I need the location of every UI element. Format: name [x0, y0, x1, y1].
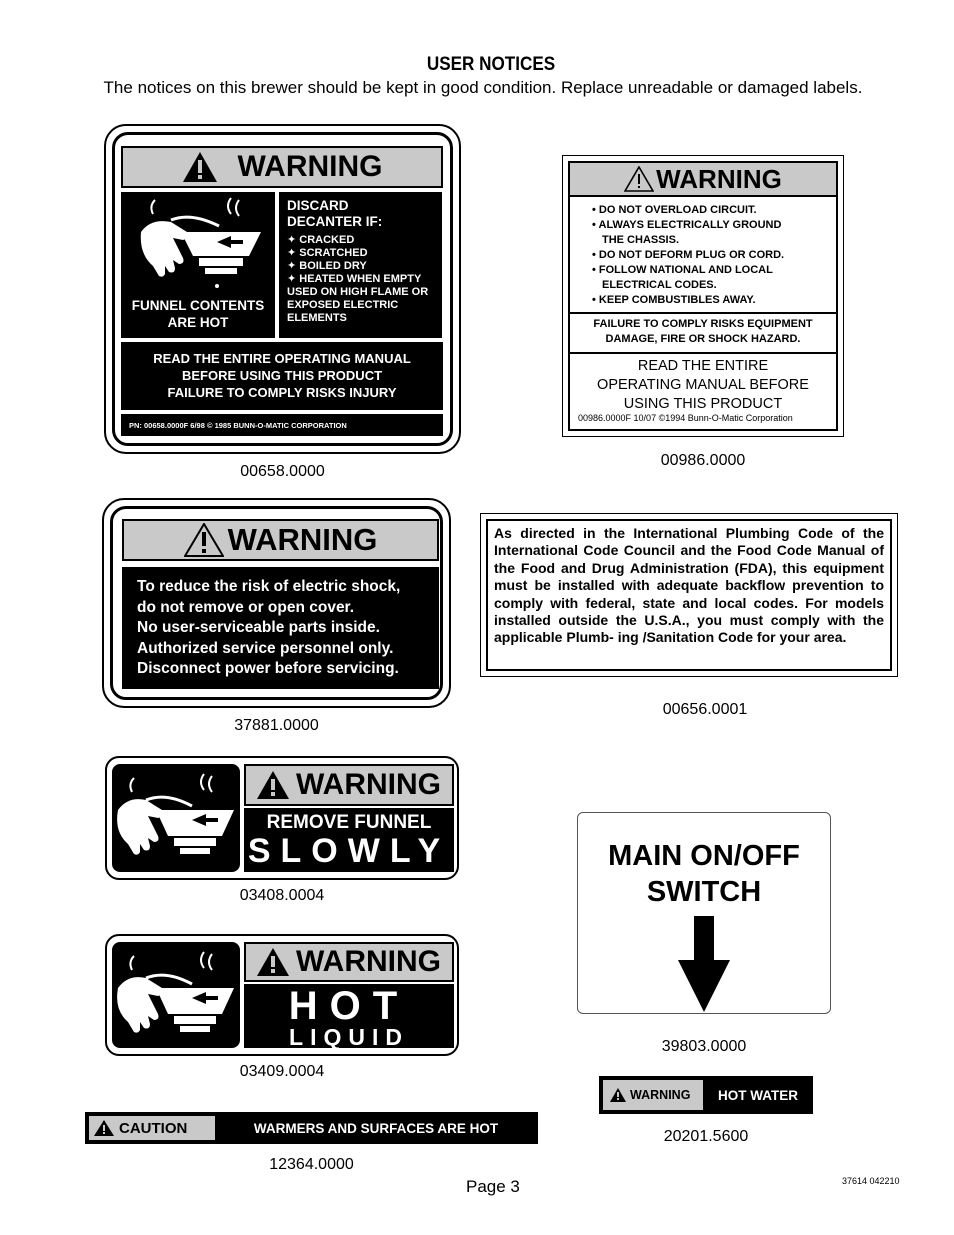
label-00658-pn-line: PN: 00658.0000F 6/98 © 1985 BUNN-O-MATIC CORPORATION — [121, 414, 443, 436]
list-item: • DO NOT OVERLOAD CIRCUIT. — [592, 204, 757, 216]
list-item: • FOLLOW NATIONAL AND LOCAL — [592, 264, 773, 276]
arrow-down-icon — [678, 916, 730, 1014]
label-12364-heading: CAUTION — [119, 1119, 188, 1137]
label-03409-heading: WARNING — [296, 945, 441, 978]
label-00658-heading-bar — [121, 146, 443, 188]
label-12364-caution-box — [89, 1116, 215, 1140]
label-03408-funnel-panel — [112, 764, 240, 872]
label-03409-funnel-panel — [112, 942, 240, 1048]
list-item: THE CHASSIS. — [602, 234, 680, 246]
warning-triangle-icon — [184, 523, 224, 557]
page-title: USER NOTICES — [426, 54, 556, 75]
label-37881-heading-bar — [122, 519, 439, 561]
label-39803-text: MAIN ON/OFF SWITCH — [608, 840, 800, 908]
label-03409-text-panel: HOT LIQUID — [244, 984, 454, 1048]
hot-funnel-hand-icon — [112, 764, 240, 872]
label-00658-funnel-panel — [121, 192, 275, 338]
label-00986-heading-bar — [570, 163, 836, 197]
label-00656-text: As directed in the International Plumbing Code of the International Code Council and the Food Code Manual of the Food and Drug Administration (FDA), this equipment must be installed with adequate backflow prevention to comply with federal, state and local codes. For models installed outside the U.S.A., you must comply with the applicable Plumb- ing /Sanitation Code for your area. — [494, 525, 884, 646]
part-number-00658: 00658.0000 — [240, 463, 325, 480]
list-item: ELECTRICAL CODES. — [602, 279, 717, 291]
label-00986-failure: FAILURE TO COMPLY RISKS EQUIPMENT DAMAGE, FIRE OR SHOCK HAZARD. — [593, 318, 813, 345]
part-number-03408: 03408.0004 — [239, 887, 325, 904]
label-00986-read: READ THE ENTIRE OPERATING MANUAL BEFORE USING THIS PRODUCT — [597, 358, 809, 412]
divider — [570, 352, 836, 354]
label-00658-left-text: FUNNEL CONTENTS ARE HOT — [131, 298, 265, 330]
part-number-00986: 00986.0000 — [660, 452, 746, 469]
warning-triangle-icon — [93, 1119, 115, 1137]
label-00658-discard-panel — [279, 192, 442, 338]
part-number-39803: 39803.0000 — [661, 1038, 747, 1055]
list-item: ✦ BOILED DRY — [287, 260, 367, 272]
part-number-12364: 12364.0000 — [269, 1156, 354, 1173]
label-00658-discard-title: DISCARD DECANTER IF: — [287, 198, 383, 229]
label-00658-heading: WARNING — [237, 150, 383, 183]
list-item: • ALWAYS ELECTRICALLY GROUND — [592, 219, 782, 231]
warning-triangle-icon — [624, 166, 654, 192]
list-item: • DO NOT DEFORM PLUG OR CORD. — [592, 249, 785, 261]
part-number-20201: 20201.5600 — [663, 1128, 749, 1145]
label-37881-heading: WARNING — [227, 522, 378, 557]
label-03408-heading-bar — [244, 764, 454, 806]
page-number: Page 3 — [466, 1177, 520, 1196]
document-code: 37614 042210 — [842, 1176, 900, 1186]
list-item: ✦ CRACKED — [287, 234, 355, 246]
label-00658-bottom-panel: READ THE ENTIRE OPERATING MANUAL BEFORE USING THIS PRODUCT FAILURE TO COMPLY RISKS INJURY — [121, 342, 443, 410]
label-03409-heading-bar — [244, 942, 454, 982]
label-37881-text-panel: To reduce the risk of electric shock, do not remove or open cover. No user-serviceable parts inside. Authorized service personnel only. Disconnect power before servicing. — [122, 567, 439, 689]
warning-triangle-icon — [182, 151, 218, 183]
warning-triangle-icon — [256, 770, 290, 800]
divider — [570, 312, 836, 314]
hot-funnel-hand-icon — [112, 942, 240, 1048]
list-item: ✦ SCRATCHED — [287, 247, 368, 259]
label-20201-text: HOT WATER — [718, 1087, 798, 1103]
label-20201-heading: WARNING — [630, 1088, 691, 1102]
label-00986-heading: WARNING — [656, 163, 782, 194]
hot-funnel-hand-icon — [121, 192, 275, 292]
part-number-37881: 37881.0000 — [234, 717, 319, 734]
label-20201-warning-box — [603, 1080, 703, 1110]
label-03408-text-panel: REMOVE FUNNEL SLOWLY — [244, 808, 454, 872]
label-00986-list — [592, 203, 832, 308]
label-03408-heading: WARNING — [296, 768, 441, 801]
part-number-03409: 03409.0004 — [239, 1063, 325, 1080]
label-12364-text: WARMERS AND SURFACES ARE HOT — [253, 1120, 499, 1136]
intro-text: The notices on this brewer should be kept in good condition. Replace unreadable or damaged labels. — [103, 78, 863, 97]
warning-triangle-icon — [256, 947, 290, 977]
part-number-00656: 00656.0001 — [662, 701, 748, 718]
list-item: ✦ HEATED WHEN EMPTY USED ON HIGH FLAME OR EXPOSED ELECTRIC ELEMENTS — [287, 273, 429, 324]
warning-triangle-icon — [609, 1087, 627, 1103]
label-00986-pn-line: 00986.0000F 10/07 ©1994 Bunn-O-Matic Corporation — [578, 413, 793, 423]
list-item: • KEEP COMBUSTIBLES AWAY. — [592, 294, 756, 306]
